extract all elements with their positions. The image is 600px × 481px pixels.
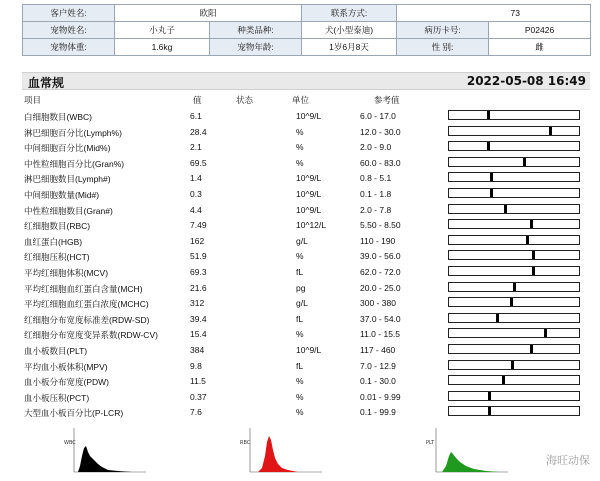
- test-value: 6.1: [190, 111, 202, 121]
- owner-name-label: 客户姓名:: [23, 5, 115, 22]
- test-value: 51.9: [190, 251, 207, 262]
- result-row: [24, 155, 590, 171]
- range-marker: [532, 267, 535, 275]
- range-gauge: [448, 266, 580, 276]
- test-item-name: 中间细胞百分比(Mid%): [24, 143, 111, 154]
- result-row: [24, 311, 590, 327]
- header-status: 状态: [236, 95, 254, 105]
- owner-name-value: 欧阳: [115, 5, 302, 22]
- range-marker: [496, 314, 499, 322]
- reference-range: 12.0 - 30.0: [360, 126, 401, 137]
- section-header: [22, 72, 590, 90]
- reference-range: 37.0 - 54.0: [360, 313, 401, 324]
- test-item-name: 血小板分布宽度(PDW): [24, 377, 109, 388]
- test-item-name: 中性粒细胞数目(Gran#): [24, 205, 113, 216]
- range-marker: [488, 407, 491, 415]
- test-item-name: 中间细胞数量(Mid#): [24, 189, 100, 200]
- result-row: [24, 280, 590, 296]
- test-unit: %: [296, 376, 304, 387]
- range-gauge: [448, 282, 580, 292]
- range-marker: [488, 392, 491, 400]
- reference-range: 0.1 - 30.0: [360, 376, 396, 387]
- result-row: [24, 264, 590, 280]
- test-value: 9.8: [190, 360, 202, 371]
- test-item-name: 中性粒细胞百分比(Gran%): [24, 158, 125, 169]
- test-item-name: 平均红细胞体积(MCV): [24, 267, 109, 278]
- test-unit: fL: [296, 360, 304, 371]
- range-marker: [544, 329, 547, 337]
- range-gauge: [448, 328, 580, 338]
- test-value: 69.5: [190, 157, 207, 168]
- test-value: 15.4: [190, 329, 207, 340]
- test-value: 312: [190, 298, 205, 309]
- results-table: [24, 108, 590, 420]
- test-value: 0.37: [190, 391, 207, 402]
- range-marker: [511, 361, 514, 369]
- range-gauge: [448, 204, 580, 214]
- reference-range: 5.50 - 8.50: [360, 220, 401, 231]
- pet-age-label: 宠物年龄:: [210, 39, 302, 56]
- pet-name-label: 宠物姓名:: [23, 22, 115, 39]
- test-item-name: 平均血小板体积(MPV): [24, 361, 108, 372]
- range-marker: [487, 142, 490, 150]
- result-row: [24, 404, 590, 420]
- test-value: 0.3: [190, 188, 202, 199]
- pet-weight-value: 1.6kg: [115, 39, 210, 56]
- test-datetime: 2022-05-08 16:49: [466, 74, 586, 88]
- histogram-plt: [424, 426, 510, 476]
- test-unit: %: [296, 391, 304, 402]
- reference-range: 20.0 - 25.0: [360, 282, 401, 293]
- test-unit: %: [296, 329, 304, 340]
- range-marker: [530, 220, 533, 228]
- test-value: 162: [190, 235, 205, 246]
- result-row: [24, 295, 590, 311]
- range-marker: [549, 127, 552, 135]
- test-unit: g/L: [296, 235, 308, 246]
- reference-range: 117 - 460: [360, 344, 396, 355]
- reference-range: 0.01 - 9.99: [360, 391, 401, 402]
- header-value: 值: [193, 95, 202, 105]
- record-number-label: 病历卡号:: [397, 22, 489, 39]
- watermark-text: 海旺动保: [546, 455, 590, 467]
- test-value: 11.5: [190, 376, 206, 387]
- result-row: [24, 358, 590, 374]
- test-unit: %: [296, 407, 304, 418]
- test-value: 4.4: [190, 204, 202, 215]
- breed-label: 种类品种:: [210, 22, 302, 39]
- test-unit: 10^9/L: [296, 344, 322, 355]
- test-value: 7.49: [190, 220, 207, 231]
- test-unit: 10^12/L: [296, 220, 326, 231]
- test-item-name: 平均红细胞血红蛋白浓度(MCHC): [24, 299, 149, 310]
- result-row: [24, 170, 590, 186]
- range-gauge: [448, 406, 580, 416]
- range-gauge: [448, 250, 580, 260]
- range-gauge: [448, 110, 580, 120]
- contact-label: 联系方式:: [302, 5, 397, 22]
- range-gauge: [448, 188, 580, 198]
- test-item-name: 血红蛋白(HGB): [24, 236, 83, 247]
- test-value: 2.1: [190, 142, 202, 153]
- result-row: [24, 326, 590, 342]
- test-unit: g/L: [296, 298, 308, 309]
- range-gauge: [448, 219, 580, 229]
- histogram-rbc: [238, 426, 324, 476]
- test-value: 384: [190, 344, 205, 355]
- range-gauge: [448, 126, 580, 136]
- test-unit: fL: [296, 266, 304, 277]
- result-row: [24, 124, 590, 140]
- reference-range: 300 - 380: [360, 298, 396, 309]
- header-unit: 单位: [292, 95, 310, 105]
- test-item-name: 红细胞数目(RBC): [24, 221, 91, 232]
- test-unit: %: [296, 126, 304, 137]
- reference-range: 60.0 - 83.0: [360, 157, 401, 168]
- result-row: [24, 108, 590, 124]
- test-value: 69.3: [190, 266, 207, 277]
- reference-range: 2.0 - 9.0: [360, 142, 392, 153]
- range-marker: [490, 189, 493, 197]
- test-item-name: 白细胞数目(WBC): [24, 112, 92, 122]
- reference-range: 0.1 - 1.8: [360, 188, 392, 199]
- rbc-axis-label: RBC: [240, 440, 251, 446]
- test-value: 1.4: [190, 173, 202, 184]
- test-unit: 10^9/L: [296, 188, 322, 199]
- result-row: [24, 342, 590, 358]
- range-marker: [532, 251, 535, 259]
- result-row: [24, 202, 590, 218]
- test-item-name: 淋巴细胞数目(Lymph#): [24, 174, 111, 185]
- test-value: 7.6: [190, 407, 202, 418]
- histogram-wbc: [62, 426, 148, 476]
- result-row: [24, 373, 590, 389]
- test-item-name: 血小板压积(PCT): [24, 392, 90, 403]
- wbc-axis-label: WBC: [64, 440, 76, 446]
- reference-range: 7.0 - 12.9: [360, 360, 396, 371]
- reference-range: 2.0 - 7.8: [360, 204, 392, 215]
- test-unit: 10^9/L: [296, 173, 322, 184]
- test-value: 39.4: [190, 313, 207, 324]
- range-marker: [490, 173, 493, 181]
- test-item-name: 红细胞分布宽度变异系数(RDW-CV): [24, 330, 158, 341]
- pet-weight-label: 宠物体重:: [23, 39, 115, 56]
- range-gauge: [448, 313, 580, 323]
- record-number-value: P02426: [489, 22, 591, 39]
- sex-value: 雌: [489, 39, 591, 56]
- range-marker: [502, 376, 505, 384]
- test-item-name: 血小板数目(PLT): [24, 345, 88, 356]
- test-unit: fL: [296, 313, 304, 324]
- patient-info-table: [22, 4, 591, 56]
- test-item-name: 淋巴细胞百分比(Lymph%): [24, 127, 122, 138]
- result-row: [24, 389, 590, 405]
- result-row: [24, 186, 590, 202]
- result-row: [24, 233, 590, 249]
- range-gauge: [448, 172, 580, 182]
- range-gauge: [448, 391, 580, 401]
- plt-axis-label: PLT: [426, 440, 435, 446]
- test-item-name: 大型血小板百分比(P-LCR): [24, 408, 124, 419]
- header-reference: 参考值: [374, 95, 400, 105]
- range-marker: [510, 298, 513, 306]
- test-item-name: 红细胞分布宽度标准差(RDW-SD): [24, 314, 150, 325]
- contact-value: 73: [397, 5, 591, 22]
- test-value: 21.6: [190, 282, 207, 293]
- pet-age-value: 1岁6月8天: [302, 39, 397, 56]
- result-row: [24, 139, 590, 155]
- range-gauge: [448, 235, 580, 245]
- reference-range: 0.1 - 99.9: [360, 407, 396, 418]
- test-unit: 10^9/L: [296, 204, 322, 215]
- sex-label: 性 别:: [397, 39, 489, 56]
- result-row: [24, 248, 590, 264]
- test-unit: %: [296, 142, 304, 153]
- test-item-name: 平均红细胞血红蛋白含量(MCH): [24, 283, 143, 294]
- result-row: [24, 217, 590, 233]
- reference-range: 11.0 - 15.5: [360, 329, 401, 340]
- range-gauge: [448, 141, 580, 151]
- breed-value: 犬(小型泰迪): [302, 22, 397, 39]
- test-unit: 10^9/L: [296, 111, 322, 121]
- test-value: 28.4: [190, 126, 207, 137]
- reference-range: 62.0 - 72.0: [360, 266, 401, 277]
- range-marker: [504, 205, 507, 213]
- test-unit: %: [296, 157, 304, 168]
- range-marker: [530, 345, 533, 353]
- reference-range: 0.8 - 5.1: [360, 173, 392, 184]
- reference-range: 110 - 190: [360, 235, 396, 246]
- test-item-name: 红细胞压积(HCT): [24, 252, 90, 263]
- section-title: 血常规: [28, 76, 65, 90]
- range-marker: [523, 158, 526, 166]
- range-marker: [487, 111, 490, 119]
- header-item: 项目: [24, 95, 42, 105]
- range-marker: [526, 236, 529, 244]
- test-unit: pg: [296, 282, 306, 293]
- reference-range: 6.0 - 17.0: [360, 111, 396, 121]
- pet-name-value: 小丸子: [115, 22, 210, 39]
- range-gauge: [448, 297, 580, 307]
- range-marker: [513, 283, 516, 291]
- range-gauge: [448, 375, 580, 385]
- range-gauge: [448, 360, 580, 370]
- test-unit: %: [296, 251, 304, 262]
- range-gauge: [448, 344, 580, 354]
- reference-range: 39.0 - 56.0: [360, 251, 401, 262]
- range-gauge: [448, 157, 580, 167]
